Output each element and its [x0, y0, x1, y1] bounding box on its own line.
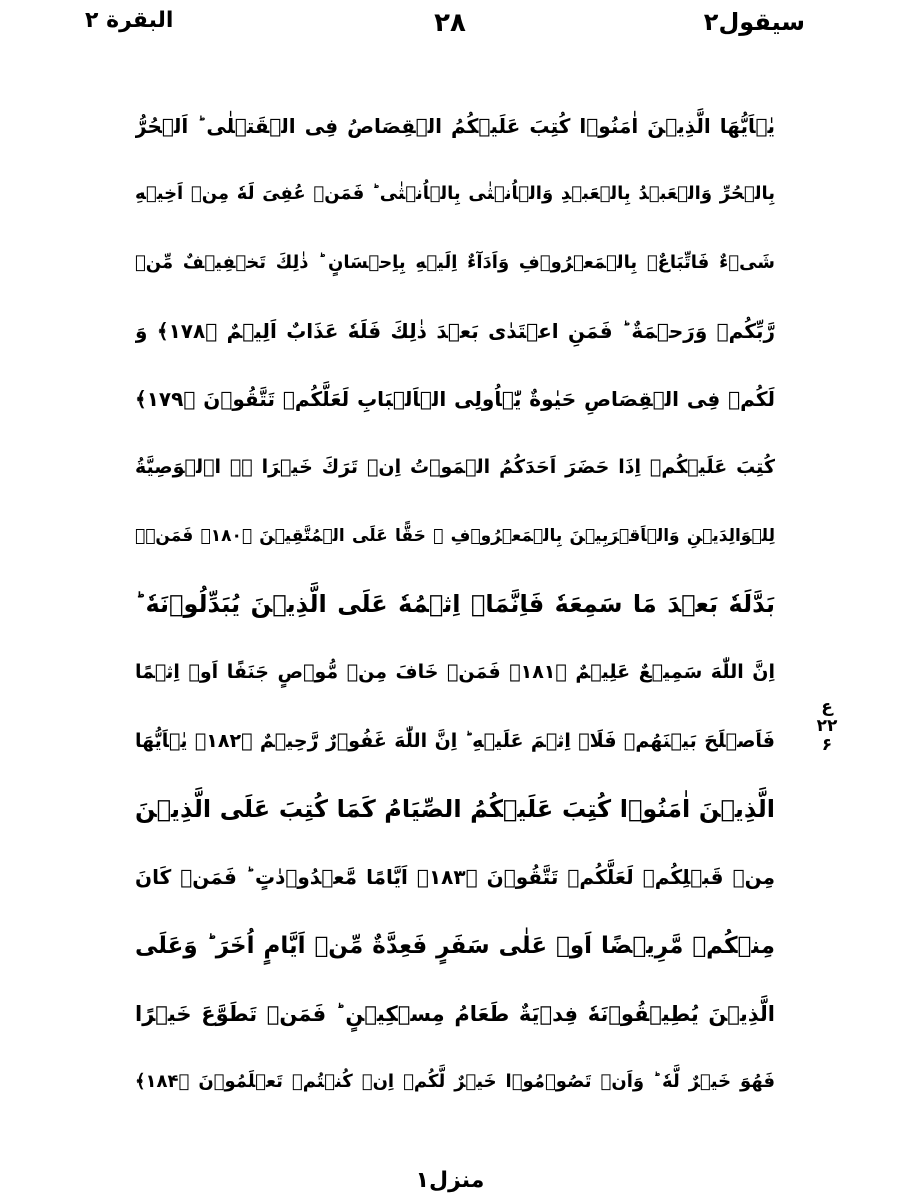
- text-line: الَّذِیۡنَ یُطِیۡقُوۡنَهٗ فِدۡیَةٌ طَعَامُ مِسۡكِیۡنٍ ؕ فَمَنۡ تَطَوَّعَ خَیۡرًا: [135, 1001, 775, 1026]
- text-line: اِنَّ اللّٰهَ سَمِیۡعٌ عَلِیۡمٌ ﴿۱۸۱﴾ فَمَنۡ خَافَ مِنۡ مُّوۡصٍ جَنَفًا اَوۡ اِثۡمًا: [135, 661, 775, 684]
- ruku-count: ۲۲: [816, 716, 838, 736]
- text-line: شَیۡءٌ فَاتِّبَاعٌۢ بِالۡمَعۡرُوۡفِ وَاَدَآءٌ اِلَیۡهِ بِاِحۡسَانٍ ؕ ذٰلِكَ تَخۡفِیۡفٌ مِّنۡ: [135, 251, 775, 273]
- ruku-number: ۶: [821, 735, 833, 755]
- text-line: یٰۤاَیُّهَا الَّذِیۡنَ اٰمَنُوۡا كُتِبَ عَلَیۡكُمُ الۡقِصَاصُ فِی الۡقَتۡلٰی ؕ اَلۡحُرُّ: [135, 114, 775, 138]
- text-line: كُتِبَ عَلَیۡكُمۡ اِذَا حَضَرَ اَحَدَكُمُ الۡمَوۡتُ اِنۡ تَرَكَ خَیۡرَا ۖۚ اۨلۡوَصِیَّةُ: [135, 456, 775, 479]
- ruku-letter: ع: [821, 697, 833, 717]
- manzil-label: منزل۱: [415, 1168, 485, 1193]
- text-line: مِنۡ قَبۡلِكُمۡ لَعَلَّكُمۡ تَتَّقُوۡنَ ﴿۱۸۳﴾ اَیَّامًا مَّعۡدُوۡدٰتٍ ؕ فَمَنۡ كَانَ: [135, 865, 775, 890]
- text-line: بَدَّلَهٗ بَعۡدَ مَا سَمِعَهٗ فَاِنَّمَاۤ اِثۡمُهٗ عَلَی الَّذِیۡنَ یُبَدِّلُوۡنَهٗ ؕ: [135, 590, 775, 619]
- text-line: فَاَصۡلَحَ بَیۡنَهُمۡ فَلَاۤ اِثۡمَ عَلَیۡهِ ؕ اِنَّ اللّٰهَ غَفُوۡرٌ رَّحِیۡمٌ ﴿۱۸۲﴾ یٰۤاَیُّهَا: [135, 729, 775, 752]
- text-line: فَهُوَ خَیۡرٌ لَّهٗ ؕ وَاَنۡ تَصُوۡمُوۡا خَیۡرٌ لَّكُمۡ اِنۡ كُنۡتُمۡ تَعۡلَمُوۡنَ ﴿۱۸۴﴾: [135, 1071, 775, 1093]
- ruku-marker: [812, 698, 842, 755]
- text-line: الَّذِیۡنَ اٰمَنُوۡا كُتِبَ عَلَیۡكُمُ الصِّیَامُ كَمَا كُتِبَ عَلَی الَّذِیۡنَ: [135, 794, 775, 823]
- text-line: لَكُمۡ فِی الۡقِصَاصِ حَیٰوةٌ یّٰۤاُولِی الۡاَلۡبَابِ لَعَلَّكُمۡ تَتَّقُوۡنَ ﴿۱۷۹﴾: [135, 387, 775, 412]
- quran-text: [135, 92, 775, 1116]
- surah-name: البقرة ۲: [85, 8, 174, 33]
- text-line: بِالۡحُرِّ وَالۡعَبۡدُ بِالۡعَبۡدِ وَالۡاُنۡثٰی بِالۡاُنۡثٰی ؕ فَمَنۡ عُفِیَ لَهٗ مِنۡ اَخِیۡهِ: [135, 183, 775, 205]
- text-line: مِنۡكُمۡ مَّرِیۡضًا اَوۡ عَلٰی سَفَرٍ فَعِدَّةٌ مِّنۡ اَیَّامٍ اُخَرَ ؕ وَعَلَی: [135, 932, 775, 959]
- page-number: ۲۸: [434, 8, 466, 38]
- text-line: رَّبِّكُمۡ وَرَحۡمَةٌ ؕ فَمَنِ اعۡتَدٰی بَعۡدَ ذٰلِكَ فَلَهٗ عَذَابٌ اَلِیۡمٌ ﴿۱۷۸﴾ وَ: [135, 318, 775, 343]
- para-name: سیقول۲: [703, 8, 805, 36]
- text-line: لِلۡوَالِدَیۡنِ وَالۡاَقۡرَبِیۡنَ بِالۡمَعۡرُوۡفِ ۚ حَقًّا عَلَی الۡمُتَّقِیۡنَ ﴿۱۸۰﴾ فَمَنۡۢ: [135, 525, 775, 546]
